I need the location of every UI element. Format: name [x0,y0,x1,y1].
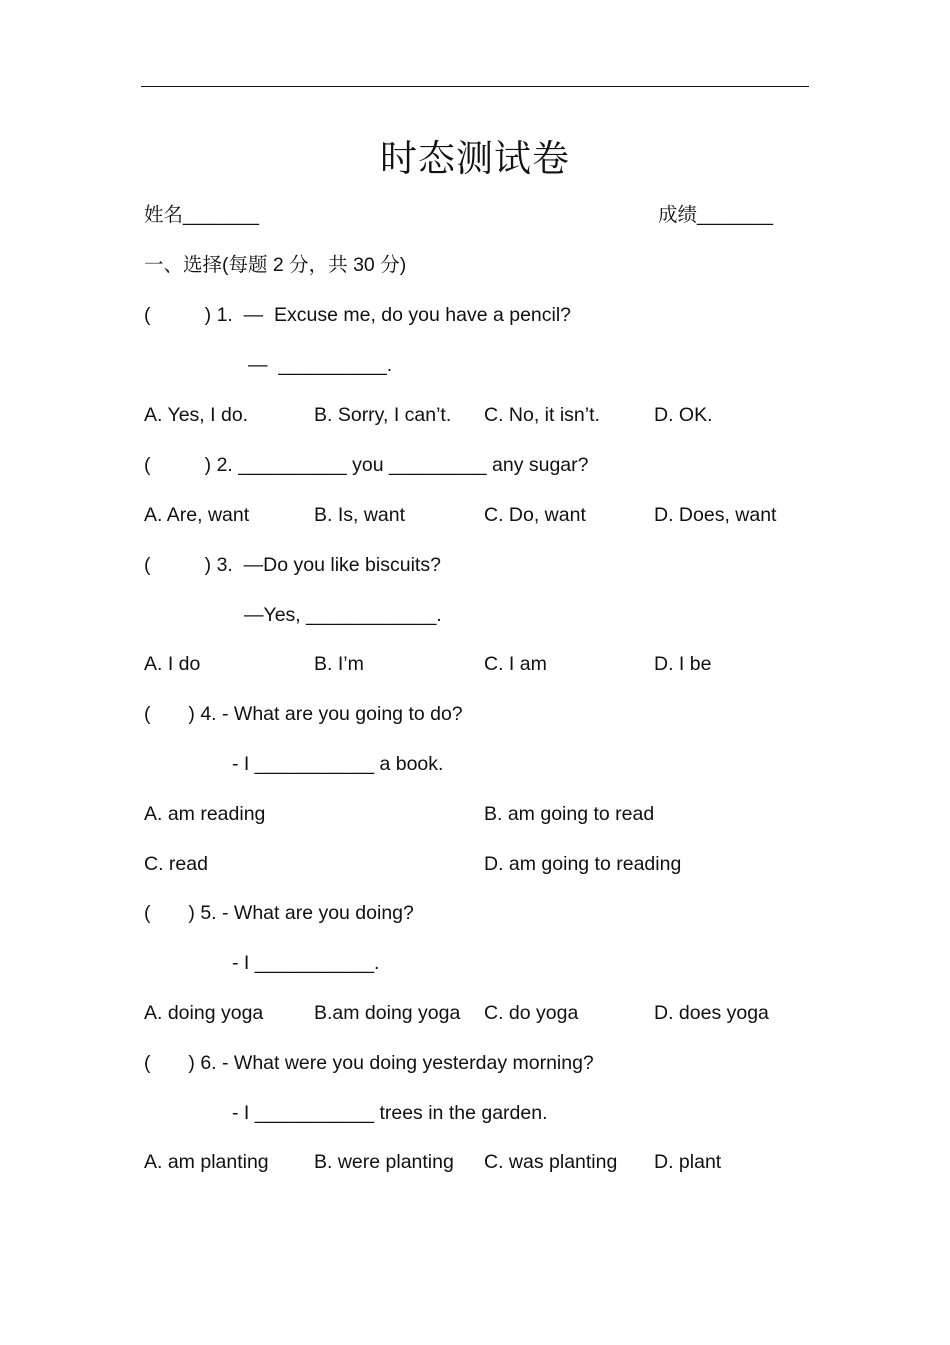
question-6-stem: ( ) 6. - What were you doing yesterday morning? [144,1052,594,1074]
q3-option-a: A. I do [144,653,201,675]
question-1-answer-line: — __________. [248,354,393,376]
question-1-stem: ( ) 1. — Excuse me, do you have a pencil? [144,304,572,326]
score-field: 成绩_______ [658,204,773,226]
q5-option-d: D. does yoga [654,1002,769,1024]
question-4-stem: ( ) 4. - What are you going to do? [144,703,463,725]
q2-option-c: C. Do, want [484,504,586,526]
q5-option-c: C. do yoga [484,1002,579,1024]
q4-option-d: D. am going to reading [484,853,682,875]
q1-option-a: A. Yes, I do. [144,404,249,426]
q3-option-c: C. I am [484,653,547,675]
q1-option-c: C. No, it isn’t. [484,404,600,426]
q5-option-b: B.am doing yoga [314,1002,461,1024]
q2-option-a: A. Are, want [144,504,250,526]
q6-option-b: B. were planting [314,1151,454,1173]
name-field: 姓名_______ [144,204,259,226]
question-2-stem: ( ) 2. __________ you _________ any sugar? [144,454,589,476]
q3-option-d: D. I be [654,653,712,675]
q1-option-d: D. OK. [654,404,713,426]
q2-option-b: B. Is, want [314,504,406,526]
q4-option-c: C. read [144,853,208,875]
q4-option-a: A. am reading [144,803,266,825]
question-6-answer-line: - I ___________ trees in the garden. [232,1102,548,1124]
question-3-answer-line: —Yes, ____________. [244,604,442,626]
question-3-stem: ( ) 3. —Do you like biscuits? [144,554,441,576]
q6-option-c: C. was planting [484,1151,618,1173]
q1-option-b: B. Sorry, I can’t. [314,404,452,426]
question-4-answer-line: - I ___________ a book. [232,753,444,775]
q2-option-d: D. Does, want [654,504,777,526]
section-heading: 一、选择(每题 2 分，共 30 分) [144,254,407,276]
question-5-stem: ( ) 5. - What are you doing? [144,902,414,924]
q6-option-d: D. plant [654,1151,722,1173]
q3-option-b: B. I’m [314,653,364,675]
q4-option-b: B. am going to read [484,803,655,825]
question-5-answer-line: - I ___________. [232,952,380,974]
q5-option-a: A. doing yoga [144,1002,264,1024]
page-title: 时态测试卷 [380,137,570,180]
q6-option-a: A. am planting [144,1151,269,1173]
top-rule [141,86,809,87]
